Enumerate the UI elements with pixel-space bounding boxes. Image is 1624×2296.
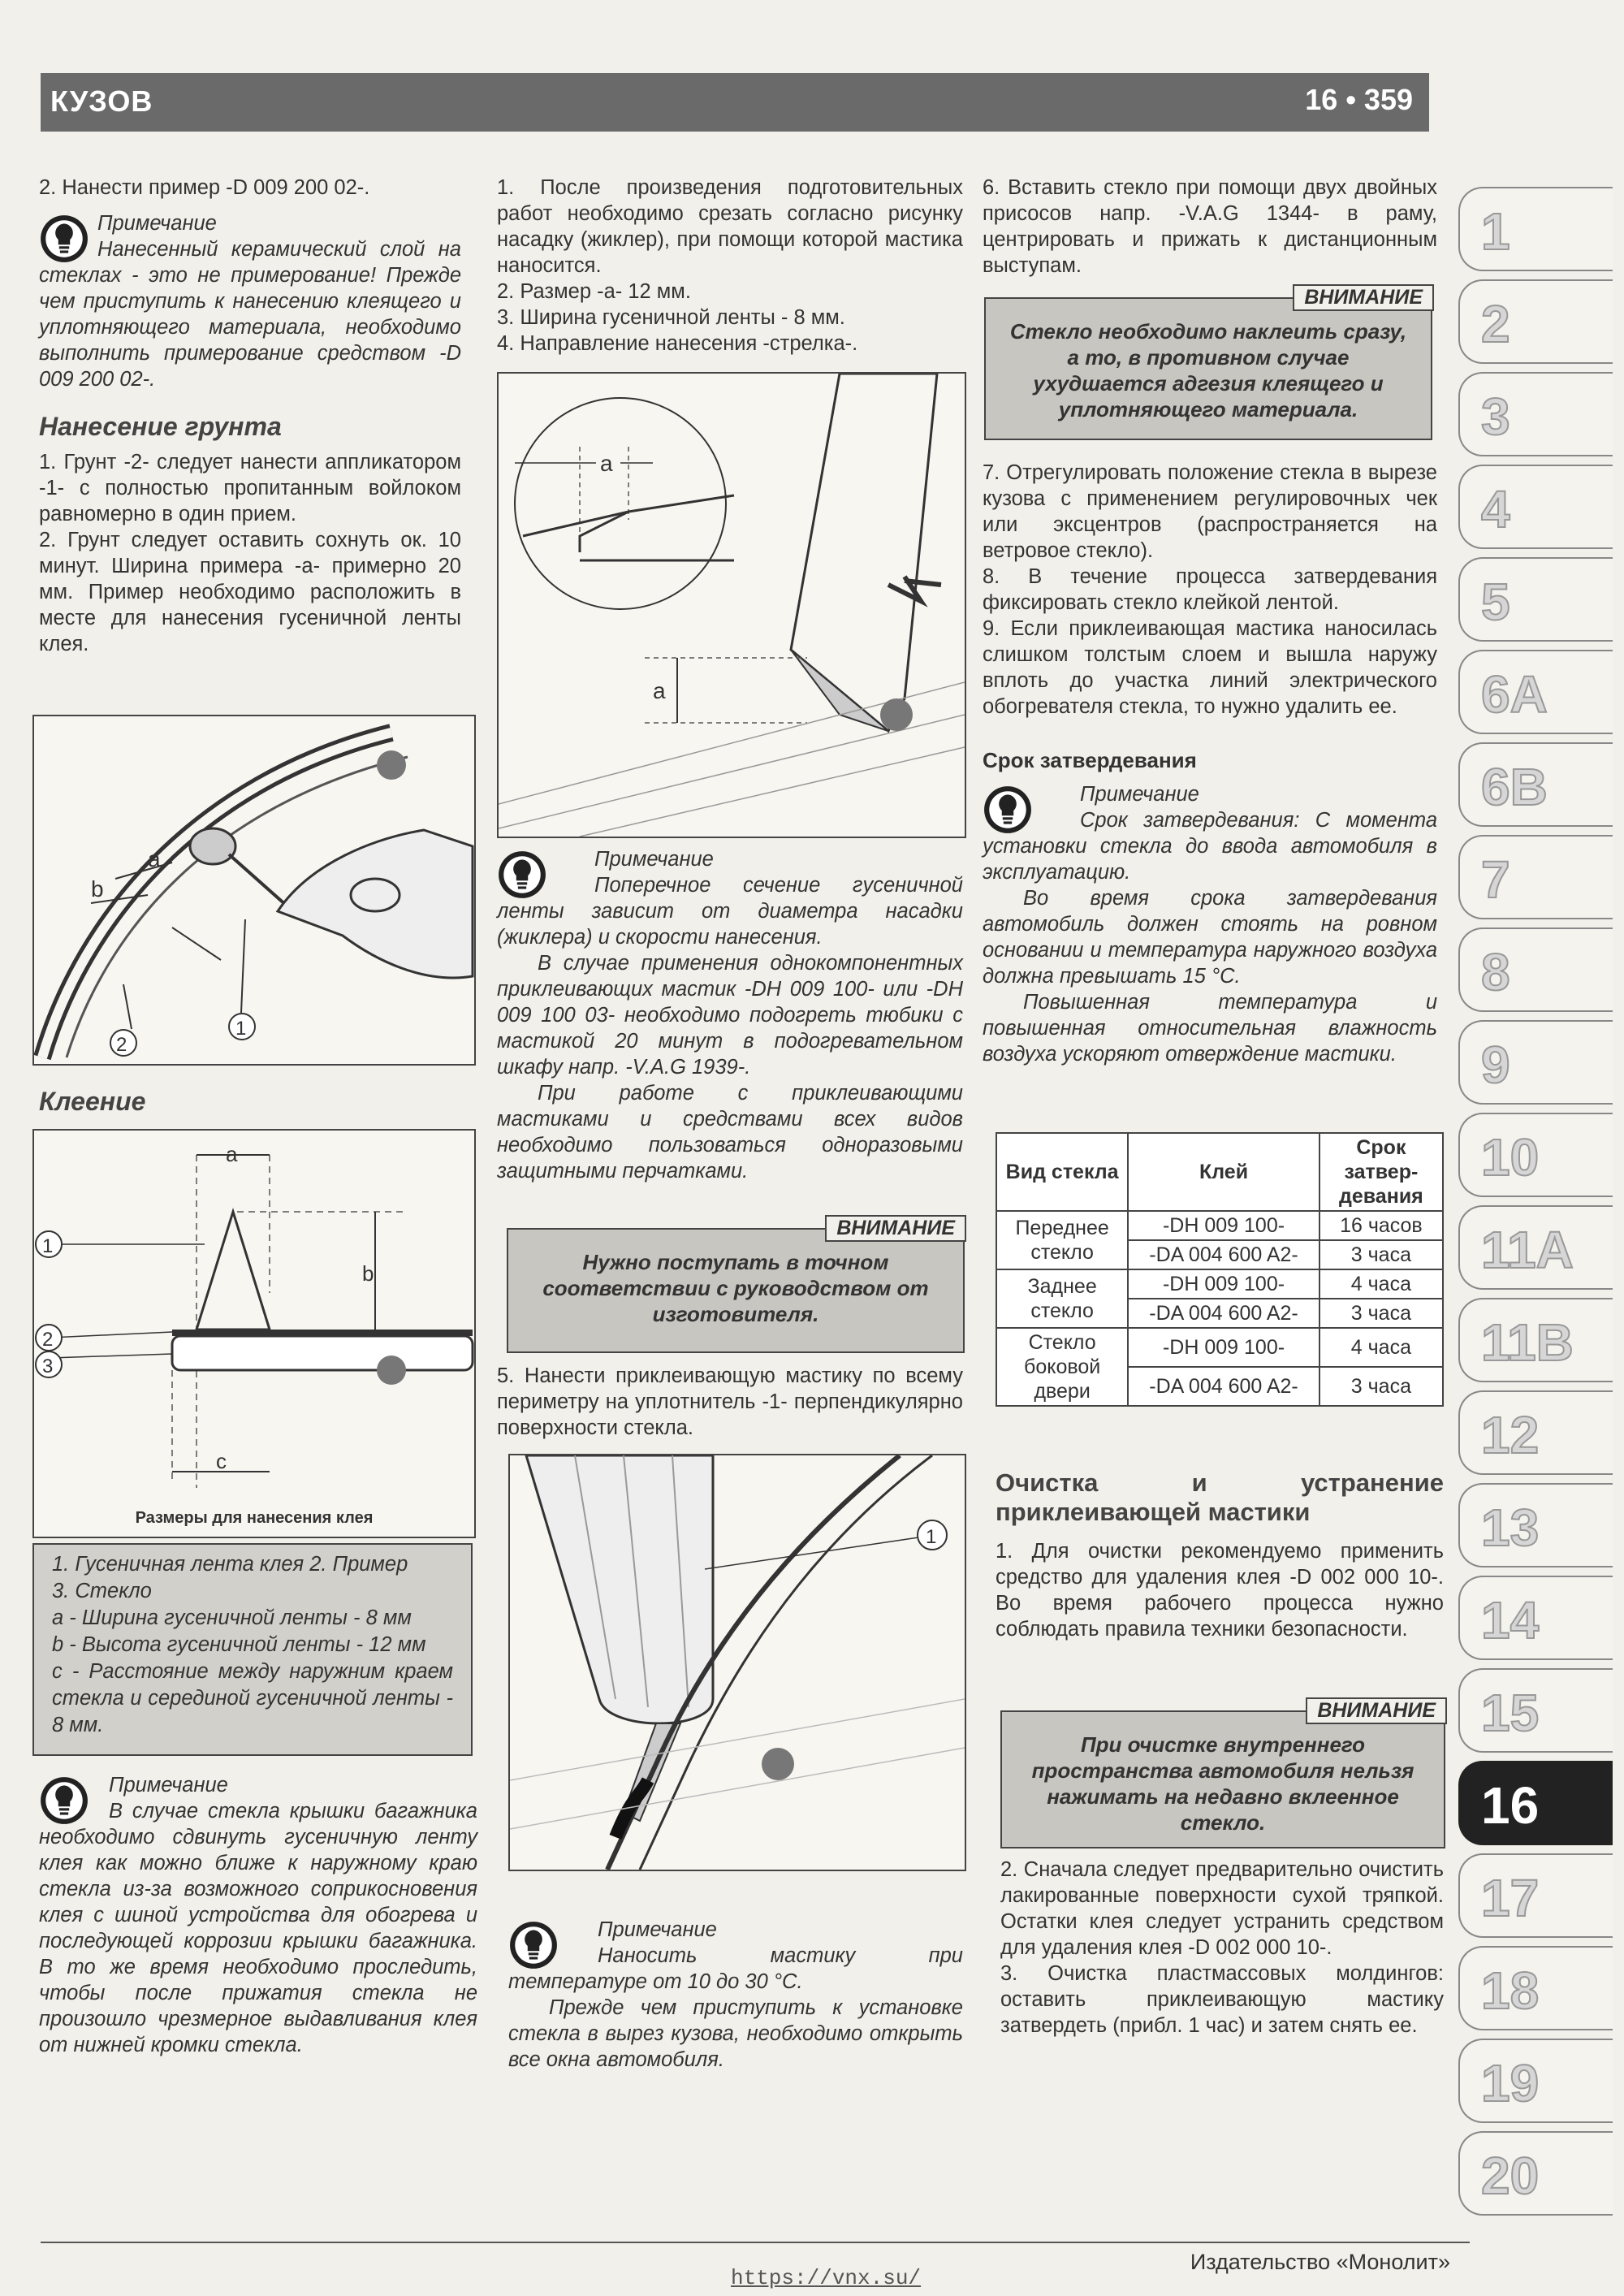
table-cell-glue: -DA 004 600 A2- <box>1128 1367 1320 1406</box>
tab-18[interactable]: 18 <box>1458 1946 1613 2030</box>
figure-primer <box>32 715 476 1066</box>
note-2-title: Примечание <box>109 1774 228 1797</box>
table-cell-time: 16 часов <box>1320 1211 1443 1240</box>
column-1-glue <box>39 1088 461 1114</box>
figure-apply-sealant <box>508 1454 966 1871</box>
table-cell-time: 4 часа <box>1320 1328 1443 1367</box>
col2-para-windows: Прежде чем приступить к установке стекла в вырез кузова, необходимо открыть все окна автомобиля. <box>508 1996 963 2071</box>
warning-title: ВНИМАНИЕ <box>825 1215 966 1242</box>
column-2-notes <box>497 846 963 1184</box>
fig4-label-1: 1 <box>926 1526 937 1548</box>
tab-20[interactable]: 20 <box>1458 2131 1613 2216</box>
note-4-title: Примечание <box>598 1918 717 1941</box>
tab-16-active[interactable]: 16 <box>1458 1761 1613 1845</box>
legend-line-5: с - Расстояние между наружним краем стекла и серединой гусеничной ленты - 8 мм. <box>52 1660 453 1736</box>
tab-15[interactable]: 15 <box>1458 1668 1613 1753</box>
col1-primer-step2: 2. Грунт следует оставить сохнуть ок. 10 минут. Ширина примера -а- примерно 20 мм. Пример необходимо расположить в месте для нанесения гусеничной ленты клея. <box>39 529 461 655</box>
lightbulb-icon <box>497 850 547 900</box>
col3-clean-step1: 1. Для очистки рекомендуемо применить средство для удаления клея -D 002 000 10-. Во время рабочего процесса нужно соблюдать правила техники безопасности. <box>996 1540 1444 1641</box>
tab-11b[interactable]: 11B <box>1458 1298 1613 1382</box>
figure-caption: Размеры для нанесения клея <box>135 1509 374 1527</box>
table-cell-time: 3 часа <box>1320 1240 1443 1269</box>
column-1 <box>39 175 461 657</box>
legend-line-2: 3. Стекло <box>52 1580 152 1602</box>
legend-box <box>32 1543 473 1756</box>
footer-url-link[interactable]: https://vnx.su/ <box>731 2266 922 2290</box>
table-cell-glue: -DH 009 100- <box>1128 1269 1320 1299</box>
fig2-label-c: c <box>216 1449 227 1473</box>
sealant-illustration <box>510 1455 965 1870</box>
warning-text: При очистке внутреннего пространства автомобиля нельзя нажимать на недавно вклеенное стекло. <box>1031 1732 1415 1835</box>
heading-cleaning: Очистка и устранение приклеивающей мастики <box>996 1468 1444 1526</box>
table-cell-glass: Заднее стекло <box>996 1269 1128 1328</box>
note-3 <box>497 846 963 950</box>
legend-line-3: а - Ширина гусеничной ленты - 8 мм <box>52 1606 412 1629</box>
note-5-text: Срок затвердевания: С момента установки стекла до ввода автомобиля в эксплуатацию. <box>983 809 1437 884</box>
col2-para-heat: В случае применения однокомпонентных приклеивающих мастик -DH 009 100- или -DH 009 100 03- необходимо подогреть тюбики с мастикой 20 минут в подогревательном шкафу напр. -V.A.G 1939-. <box>497 952 963 1079</box>
warning-box-3 <box>1000 1699 1445 1848</box>
nozzle-illustration <box>499 374 965 837</box>
col3-step6: 6. Вставить стекло при помощи двух двойных присосов напр. -V.A.G 1344- в раму, центрировать и прижать к дистанционным выступам. <box>983 176 1437 277</box>
table-cell-time: 3 часа <box>1320 1367 1443 1406</box>
column-2-note4 <box>508 1917 963 2073</box>
col2-step4: 4. Направление нанесения -стрелка-. <box>497 332 858 355</box>
fig2-label-b: b <box>362 1261 374 1286</box>
col3-step9: 9. Если приклеивающая мастика наносилась слишком толстым слоем и вышла наружу вплоть до участка линий электрического обогревателя стекла, то нужно удалить ее. <box>983 617 1437 718</box>
col2-step2: 2. Размер -а- 12 мм. <box>497 280 691 303</box>
col1-step2: 2. Нанести пример -D 009 200 02-. <box>39 176 370 199</box>
col3-clean-step2: 2. Сначала следует предварительно очистить лакированные поверхности сухой тряпкой. Остатки клея следует устранить средством для удаления клея -D 002 000 10-. <box>1000 1858 1444 1959</box>
heading-primer: Нанесение грунта <box>39 412 282 441</box>
glue-dimension-diagram <box>34 1131 474 1488</box>
note-3-title: Примечание <box>594 848 714 871</box>
table-cell-time: 3 часа <box>1320 1299 1443 1328</box>
tab-6a[interactable]: 6A <box>1458 650 1613 734</box>
fig1-label-2: 2 <box>116 1034 127 1056</box>
warning-text: Нужно поступать в точном соответствии с руководством от изготовителя. <box>542 1250 929 1326</box>
note-4-text: Наносить мастику при температуре от 10 до 30 °С. <box>508 1944 963 1993</box>
fig2-label-a: a <box>226 1142 238 1166</box>
note-1-text: Нанесенный керамический слой на стеклах - это не примерование! Прежде чем приступить к нанесению клеящего и уплотняющего материала, необходимо выполнить примерование средством -D 009 200 02-. <box>39 238 461 391</box>
table-row <box>996 1328 1443 1367</box>
note-1 <box>39 210 461 392</box>
tab-17[interactable]: 17 <box>1458 1853 1613 1938</box>
legend-line-4: b - Высота гусеничной ленты - 12 мм <box>52 1633 426 1656</box>
warning-text: Стекло необходимо наклеить сразу, а то, в противном случае ухудшается адгезия клеящего и уплотняющего материала. <box>1009 319 1407 422</box>
column-1-note2 <box>39 1772 477 2058</box>
tab-8[interactable]: 8 <box>1458 927 1613 1012</box>
fig3-label-a1: a <box>600 451 613 476</box>
warning-title: ВНИМАНИЕ <box>1306 1697 1447 1724</box>
fig2-label-2: 2 <box>42 1329 54 1351</box>
col3-para-humidity: Повышенная температура и повышенная относительная влажность воздуха ускоряют отверждение мастики. <box>983 991 1437 1066</box>
tab-7[interactable]: 7 <box>1458 835 1613 919</box>
tab-1[interactable]: 1 <box>1458 187 1613 271</box>
table-cell-glass: Переднее стекло <box>996 1211 1128 1269</box>
cure-time-table <box>996 1132 1444 1407</box>
col3-step7: 7. Отрегулировать положение стекла в вырезе кузова с применением регулировочных чек или эксцентров (распространяется на ветровое стекло). <box>983 461 1437 562</box>
warning-box-1 <box>507 1217 965 1353</box>
column-3-steps <box>983 460 1437 1067</box>
tab-9[interactable]: 9 <box>1458 1020 1613 1105</box>
tab-2[interactable]: 2 <box>1458 279 1613 364</box>
tab-12[interactable]: 12 <box>1458 1390 1613 1475</box>
heading-cure-time: Срок затвердевания <box>983 748 1197 772</box>
col2-step1: 1. После произведения подготовительных работ необходимо срезать согласно рисунку насадку (жиклер), при помощи которой мастика наносится. <box>497 176 963 277</box>
page-header <box>41 73 1429 132</box>
table-cell-glue: -DA 004 600 A2- <box>1128 1240 1320 1269</box>
fig2-label-1: 1 <box>42 1235 54 1257</box>
tab-3[interactable]: 3 <box>1458 372 1613 456</box>
note-5-title: Примечание <box>1080 783 1199 806</box>
table-header-glue: Клей <box>1128 1133 1320 1211</box>
table-header-time: Срок затвер-девания <box>1320 1133 1443 1211</box>
fig3-label-a2: a <box>653 678 666 703</box>
tab-13[interactable]: 13 <box>1458 1483 1613 1567</box>
col3-clean-step3: 3. Очистка пластмассовых молдингов: оставить приклеивающую мастику затвердеть (прибл. 1 час) и затем снять ее. <box>1000 1962 1444 2037</box>
note-2-text: В случае стекла крышки багажника необходимо сдвинуть гусеничную ленту клея как можно ближе к наружному краю стекла из-за возможного соприкосновения клея с шиной устройства для обогрева и последующей коррозии крышки багажника. В то же время необходимо проследить, чтобы после прижатия стекла не произошло чрезмерное выдавливания клея от нижней кромки стекла. <box>39 1800 477 2056</box>
table-header-glass: Вид стекла <box>996 1133 1128 1211</box>
tab-10[interactable]: 10 <box>1458 1113 1613 1197</box>
note-3-text: Поперечное сечение гусеничной ленты зависит от диаметра насадки (жиклера) и скорости нанесения. <box>497 874 963 949</box>
tab-14[interactable]: 14 <box>1458 1576 1613 1660</box>
table-cell-glue: -DA 004 600 A2- <box>1128 1299 1320 1328</box>
column-3-cleaning <box>996 1468 1444 1642</box>
fig1-label-b: b <box>91 876 104 902</box>
figure-nozzle <box>497 372 966 838</box>
lightbulb-icon <box>508 1920 559 1970</box>
table-header-row <box>996 1133 1443 1211</box>
section-title: КУЗОВ <box>50 84 153 118</box>
tab-11a[interactable]: 11A <box>1458 1205 1613 1290</box>
lightbulb-icon <box>39 1775 89 1826</box>
figure-glue-dimensions <box>32 1129 476 1538</box>
table-row <box>996 1211 1443 1240</box>
table-row <box>996 1269 1443 1299</box>
note-4 <box>508 1917 963 1995</box>
table-cell-time: 4 часа <box>1320 1269 1443 1299</box>
table-cell-glass: Стекло боковой двери <box>996 1328 1128 1406</box>
lightbulb-icon <box>39 214 89 264</box>
footer-divider <box>41 2242 1470 2243</box>
column-2-step5 <box>497 1363 963 1441</box>
primer-illustration <box>34 716 474 1064</box>
tab-5[interactable]: 5 <box>1458 557 1613 642</box>
column-3-clean-steps <box>1000 1857 1444 2039</box>
fig1-label-a: a <box>148 846 161 871</box>
col2-para-gloves: При работе с приклеивающими мастиками и средствами всех видов необходимо пользоваться одноразовыми защитными перчатками. <box>497 1082 963 1183</box>
table-cell-glue: -DH 009 100- <box>1128 1211 1320 1240</box>
column-3 <box>983 175 1437 279</box>
warning-title: ВНИМАНИЕ <box>1293 284 1434 311</box>
page-number: 16 • 359 <box>1305 83 1413 116</box>
col3-step8: 8. В течение процесса затвердевания фиксировать стекло клейкой лентой. <box>983 565 1437 614</box>
table-cell-glue: -DH 009 100- <box>1128 1328 1320 1367</box>
col3-para-level: Во время срока затвердевания автомобиль должен стоять на ровном основании и температура наружного воздуха должна превышать 15 °С. <box>983 887 1437 988</box>
column-2 <box>497 175 963 357</box>
note-1-title: Примечание <box>97 212 217 235</box>
tab-4[interactable]: 4 <box>1458 465 1613 549</box>
note-2 <box>39 1772 477 2058</box>
legend-line-1: 1. Гусеничная лента клея 2. Пример <box>52 1553 408 1576</box>
heading-glue: Клеение <box>39 1087 146 1116</box>
lightbulb-icon <box>983 785 1033 835</box>
tab-6b[interactable]: 6B <box>1458 742 1613 827</box>
fig2-label-3: 3 <box>42 1356 54 1377</box>
footer-publisher: Издательство «Монолит» <box>1190 2250 1450 2274</box>
fig1-label-1: 1 <box>235 1018 247 1040</box>
col2-step5: 5. Нанести приклеивающую мастику по всему периметру на уплотнитель -1- перпендикулярно поверхности стекла. <box>497 1364 963 1439</box>
warning-box-2 <box>984 286 1432 440</box>
col2-step3: 3. Ширина гусеничной ленты - 8 мм. <box>497 306 845 329</box>
tab-19[interactable]: 19 <box>1458 2039 1613 2123</box>
col1-primer-step1: 1. Грунт -2- следует нанести аппликатором -1- с полностью пропитанным войлоком равномерно в один прием. <box>39 451 461 525</box>
note-5 <box>983 781 1437 885</box>
